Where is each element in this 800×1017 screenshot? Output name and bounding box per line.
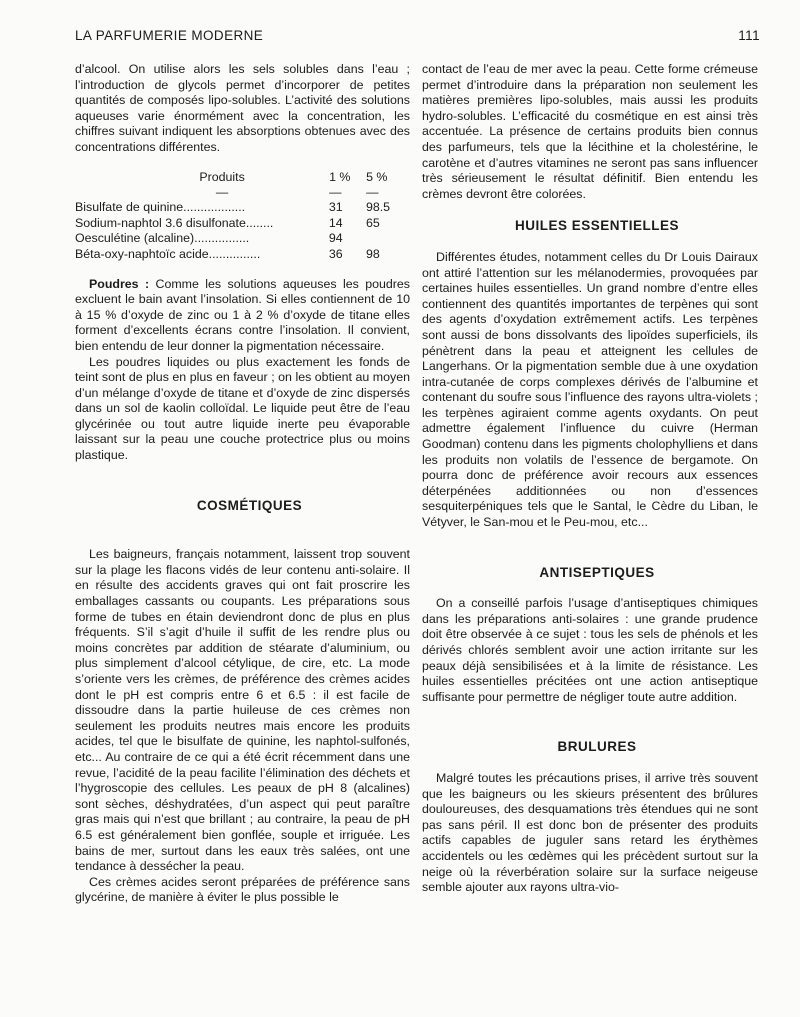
- left-column: [75, 62, 410, 906]
- table-cell-5pct: [366, 231, 405, 247]
- table-row: [75, 247, 405, 263]
- page-number: 111: [738, 28, 760, 43]
- powders-label: Poudres :: [89, 276, 150, 291]
- table-cell-product: Bisulfate de quinine..................: [75, 200, 246, 215]
- table-row: [75, 216, 405, 232]
- table-header-1pct: 1 %: [329, 169, 351, 184]
- table-cell-1pct: 31: [328, 200, 343, 215]
- table-cell-5pct: 98.5: [365, 200, 391, 215]
- powders-text: Comme les solutions aqueuses les poudres excluent le bain avant l’insolation. Si elles contiennent de 10 à 15 % d’oxyde de zinc ou 1 à 2 % d’oxyde de titane elles forment d’excellents écrans contre l’insolation. Il convient, bien entendu de leur donner la pigmentation nécessaire.: [75, 276, 410, 353]
- table-dash: —: [366, 185, 379, 200]
- table-row: [75, 231, 405, 247]
- table-cell-product: Sodium-naphtol 3.6 disulfonate........: [75, 215, 274, 230]
- table-cell-1pct: 36: [328, 246, 343, 261]
- huiles-paragraph: Différentes études, notamment celles du Dr Louis Dairaux ont attiré l’attention sur les mélanodermies, provoquées par certaines huiles essentielles. Un grand nombre d’entre elles contiennent des quantités importantes de terpènes qui sont des agents d’oxydation extrêmement actifs. Les terpènes sont aussi de bons dissolvants des lipoïdes superficiels, ils pénètrent dans la peau et atteignent les cellules de Langerhans. Or la pigmentation semble due à une oxydation intra-cutanée de corps complexes dérivés de l’albumine et contenant du soufre sous l’influence des rayons ultra-violets ; les terpènes agiraient comme agents oxydants. On peut admettre également l’influence du cuivre (Herman Goodman) contenu dans les pigments cholophylliens et dans les produits non volatils de l’essence de bergamote. On pourra donc de préférence avoir recours aux essences déterpénées additionnées ou non d’essences sesquiterpéniques tels que le Santal, le Cèdre du Liban, le Vétyver, le San-mou et le Peu-mou, etc...: [422, 249, 758, 530]
- table-dash: —: [215, 185, 229, 200]
- section-heading-brulures: BRULURES: [557, 739, 637, 755]
- cosmetiques-paragraph-2: Ces crèmes acides seront préparées de préférence sans glycérine, de manière à éviter le plus possible le: [75, 874, 410, 905]
- continuation-paragraph: contact de l’eau de mer avec la peau. Cette forme crémeuse permet d’introduire dans la préparation non seulement les matières premières lipo-solubles, mais aussi les produits hydro-solubles. L’efficacité du cosmétique en est ainsi très accentuée. La présence de certains produits bien connus des parfumeurs, tels que la lécithine et la cholestérine, le carotène et d’autres vitamines ne seront pas sans influencer très sérieusement le résultat définitif. Bien entendu les crèmes devront être colorées.: [422, 62, 758, 201]
- table-cell-product: Béta-oxy-naphtoïc acide...............: [75, 246, 261, 261]
- powders-paragraph: [75, 277, 410, 355]
- section-heading-huiles-essentielles: HUILES ESSENTIELLES: [514, 218, 680, 234]
- table-cell-product: Oesculétine (alcaline)................: [75, 231, 250, 246]
- table-cell-5pct: 98: [365, 246, 380, 261]
- table-header-row: [75, 170, 405, 186]
- cosmetiques-paragraph-1: Les baigneurs, français notamment, laissent trop souvent sur la plage les flacons vidés de leur contenu anti-solaire. Il en résulte des accidents graves qui ont fait proscrire les emballages cassants ou coupants. Les préparations sous forme de tubes en étain deviendront donc de plus en plus fréquents. S’il s’agit d’huile il suffit de les rendre plus ou moins concrètes par addition de stéarate d’aluminium, ou plus simplement d’alcool cétylique, de cire, etc. La mode s’oriente vers les crèmes, de préférence des crèmes acides dont le pH est compris entre 6 et 6.5 : il est facile de dissoudre dans la partie huileuse de ces crèmes non seulement les produits neutres mais encore les produits acides, tel que le bisulfate de quinine, les naphtol-sulfonés, etc... Au contraire de ce qui a été écrit récemment dans une revue, l’acidité de la peau facilite l’élimination des déchets et l’hygroscopie des cellules. Les peaux de pH 8 (alcalines) sont sèches, déshydratées, d’un aspect qui peut paraître gras mais qui n’est que brillant ; au contraire, la peau de pH 6.5 est généralement bien gonflée, souple et irriguée. Les bains de mer, surtout dans les eaux très salées, ont une tendance à dessécher la peau.: [75, 547, 410, 874]
- powders-paragraph-2: Les poudres liquides ou plus exactement les fonds de teint sont de plus en plus en faveur ; on les obtient au moyen d’un mélange d’oxyde de titane et d’oxyde de zinc dispersés dans un sol de kaolin colloïdal. Le liquide peut être de l’eau glycérinée ou tout autre liquide inerte peu évaporable laissant sur la peau une couche protectrice plus ou moins plastique.: [75, 354, 410, 463]
- section-heading-antiseptiques: ANTISEPTIQUES: [539, 564, 655, 580]
- table-cell-1pct: 94: [328, 231, 343, 246]
- table-dash-row: [75, 185, 405, 200]
- table-cell-5pct: 65: [365, 215, 380, 230]
- antiseptiques-paragraph: On a conseillé parfois l’usage d’antiseptiques chimiques dans les préparations anti-solaires : une grande prudence doit être observée à ce sujet : tous les sels de phénols et les dérivés chlorés semblent avoir une action irritante sur les peaux déjà sensibilisées et à la limite de résistance. Les huiles essentielles précitées ont une action antiseptique suffisante pour permettre de négliger toute autre addition.: [422, 596, 758, 704]
- right-column: [422, 62, 758, 896]
- table-header-product: Produits: [199, 169, 245, 184]
- section-heading-cosmetiques: COSMÉTIQUES: [196, 497, 303, 513]
- table-cell-1pct: 14: [328, 215, 343, 230]
- absorption-table: [75, 170, 405, 263]
- brulures-paragraph: Malgré toutes les précautions prises, il arrive très souvent que les baigneurs ou les skieurs présentent des brûlures douloureuses, des desquamations très étendues qui ne sont pas sans péril. Il est donc bon de présenter des produits actifs capables de juguler sans retard les érythèmes accidentels ou les œdèmes qui les précèdent surtout sur la neige où la réverbération solaire sur la surface neigeuse semble ajouter aux rayons ultra-vio-: [422, 770, 758, 895]
- table-dash: —: [329, 185, 342, 200]
- intro-paragraph: d’alcool. On utilise alors les sels solubles dans l’eau ; l’introduction de glycols permet d’incorporer de petites quantités de composés lipo-solubles. L’activité des solutions aqueuses varie énormément avec la concentration, les chiffres suivant indiquent les absorptions obtenues avec des concentrations différentes.: [75, 62, 410, 154]
- table-row: [75, 200, 405, 216]
- table-header-5pct: 5 %: [366, 169, 388, 184]
- journal-title: LA PARFUMERIE MODERNE: [75, 28, 264, 43]
